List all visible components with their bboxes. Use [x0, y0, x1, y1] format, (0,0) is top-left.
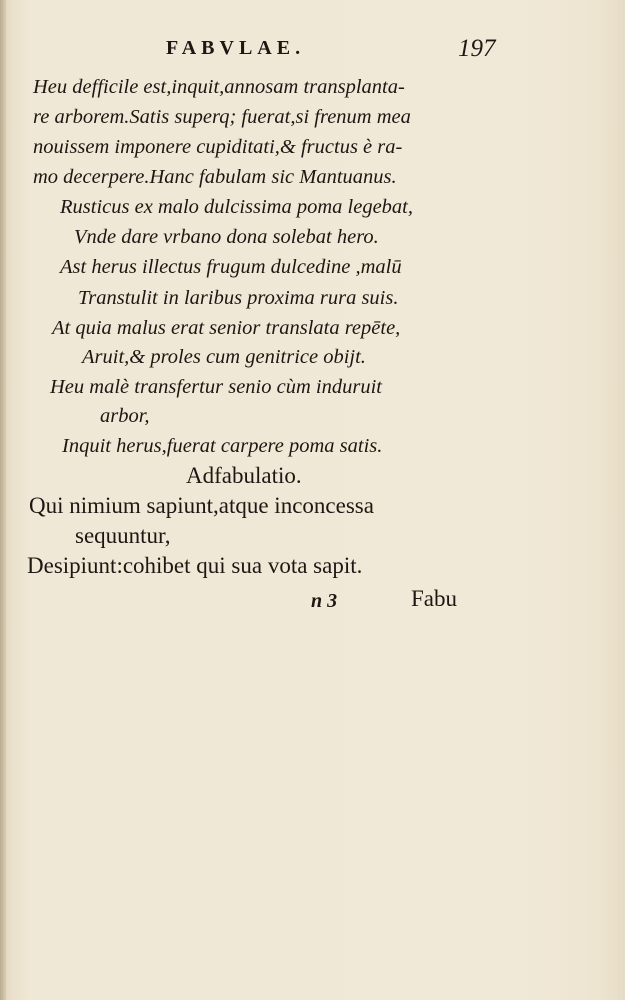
moral-heading: Adfabulatio.	[186, 463, 302, 488]
prose-line-1: Heu defficile est,inquit,annosam transplanta-	[33, 76, 405, 98]
page-number: 197	[458, 35, 496, 62]
moral-line-3: Desipiunt:cohibet qui sua vota sapit.	[27, 553, 363, 578]
catchword: Fabu	[411, 586, 457, 611]
verse-line-6: Aruit,& proles cum genitrice obijt.	[82, 346, 366, 368]
signature-mark: n 3	[311, 590, 338, 612]
verse-line-2: Vnde dare vrbano dona solebat hero.	[74, 226, 379, 248]
moral-line-2: sequuntur,	[75, 523, 171, 548]
verse-line-9: Inquit herus,fuerat carpere poma satis.	[62, 435, 383, 457]
verse-line-7: Heu malè transfertur senio cùm induruit	[50, 376, 382, 398]
verse-line-4: Transtulit in laribus proxima rura suis.	[78, 287, 399, 309]
page-gutter	[0, 0, 6, 1000]
verse-line-8: arbor,	[100, 405, 150, 427]
prose-line-2: re arborem.Satis superq; fuerat,si frenum mea	[33, 106, 411, 128]
prose-line-4: mo decerpere.Hanc fabulam sic Mantuanus.	[33, 166, 397, 188]
verse-line-5: At quia malus erat senior translata repēte,	[52, 317, 401, 339]
moral-line-1: Qui nimium sapiunt,atque inconcessa	[29, 493, 374, 518]
verse-line-1: Rusticus ex malo dulcissima poma legebat,	[60, 196, 414, 218]
running-title: FABVLAE.	[166, 37, 306, 59]
verse-line-3: Ast herus illectus frugum dulcedine ,malū	[60, 256, 402, 278]
prose-line-3: nouissem imponere cupiditati,& fructus è ra-	[33, 136, 403, 158]
